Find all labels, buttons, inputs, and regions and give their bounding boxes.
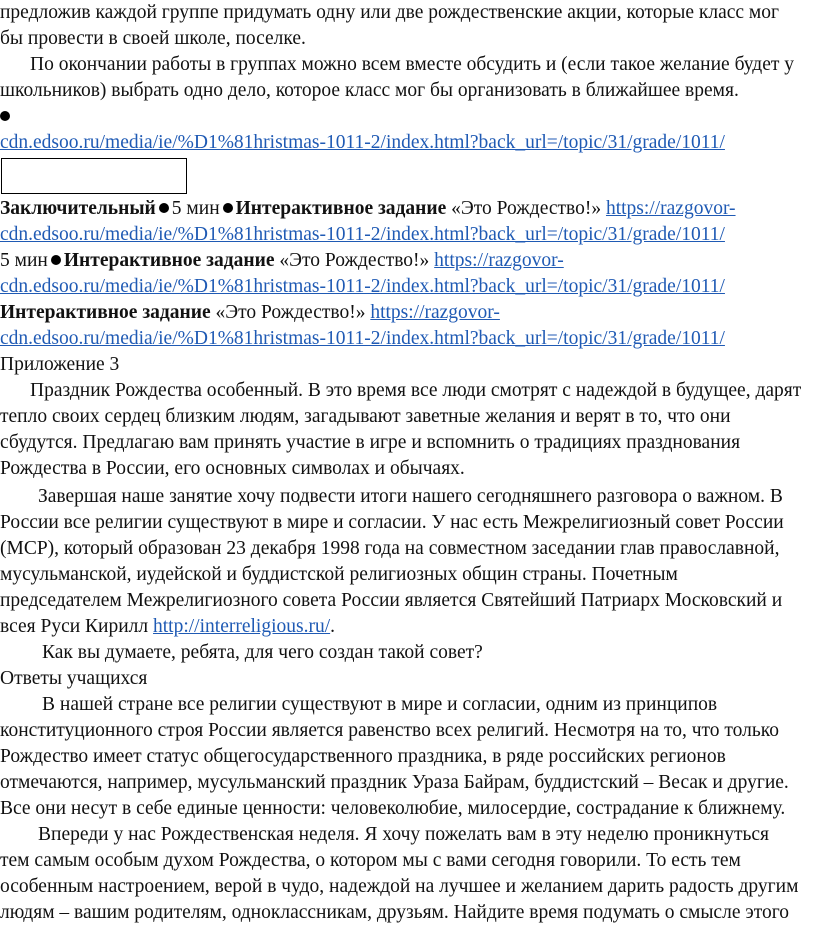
text-line: Завершая наше занятие хочу подвести итоги нашего сегодняшнего разговора о важном. В <box>38 486 783 507</box>
answers-label: Ответы учащихся <box>0 668 148 689</box>
text-line: тепло своих сердец близким людям, загадывают заветные желания и верят в то, что они <box>0 406 731 427</box>
link-line <box>0 130 725 156</box>
resource-link[interactable]: cdn.edsoo.ru/media/ie/%D1%81hristmas-1011-2/index.html?back_url=/topic/31/grade/1011/ <box>0 224 725 245</box>
task-label: Интерактивное задание <box>235 198 447 219</box>
resource-link-head[interactable]: https://razgovor- <box>434 250 564 271</box>
task-label: Интерактивное задание <box>0 302 211 323</box>
resource-link[interactable]: cdn.edsoo.ru/media/ie/%D1%81hristmas-1011-2/index.html?back_url=/topic/31/grade/1011/ <box>0 276 725 297</box>
text-line: мусульманской, иудейской и буддистской религиозных общин страны. Почетным <box>0 564 678 585</box>
text-line: школьников) выбрать одно дело, которое класс мог бы организовать в ближайшее время. <box>0 80 739 101</box>
text-span: всея Руси Кирилл <box>0 616 154 637</box>
interreligious-link[interactable]: http://interreligious.ru/ <box>153 616 331 637</box>
text-line: предложив каждой группе придумать одну или две рождественские акции, которые класс мог <box>0 2 779 23</box>
resource-link-head[interactable]: https://razgovor- <box>370 302 500 323</box>
text-line: людям – вашим родителям, одноклассникам, друзьям. Найдите время подумать о смысле этого <box>0 902 789 923</box>
task-title: «Это Рождество!» <box>451 198 602 219</box>
text-line: бы провести в своей школе, поселке. <box>0 28 306 49</box>
stage-label: Заключительный <box>0 198 156 219</box>
text-line <box>0 614 335 640</box>
bullet-icon <box>223 203 233 213</box>
text-line: отмечаются, например, мусульманский праздник Ураза Байрам, буддистский – Весак и другие. <box>0 772 789 793</box>
table-row-stage <box>0 196 736 222</box>
time-label: 5 мин <box>0 250 48 271</box>
table-row-task <box>0 300 500 326</box>
resource-link-head[interactable]: https://razgovor- <box>605 198 736 219</box>
text-line: (МСР), который образован 23 декабря 1998 года на совместном заседании глав православной, <box>0 538 780 559</box>
resource-link[interactable]: cdn.edsoo.ru/media/ie/%D1%81hristmas-1011-2/index.html?back_url=/topic/31/grade/1011/ <box>0 328 725 349</box>
text-line: Праздник Рождества особенный. В это время все люди смотрят с надеждой в будущее, дарят <box>30 380 802 401</box>
link-line <box>0 274 725 300</box>
resource-link[interactable]: cdn.edsoo.ru/media/ie/%D1%81hristmas-1011-2/index.html?back_url=/topic/31/grade/1011/ <box>0 132 725 153</box>
table-cell-box <box>1 158 187 194</box>
bullet-icon <box>51 255 61 265</box>
task-title: «Это Рождество!» <box>279 250 430 271</box>
text-line: В нашей стране все религии существуют в мире и согласии, одним из принципов <box>42 694 718 715</box>
time-label: 5 мин <box>171 198 220 219</box>
task-label: Интерактивное задание <box>63 250 275 271</box>
question-line: Как вы думаете, ребята, для чего создан такой совет? <box>42 642 483 663</box>
link-line <box>0 326 725 352</box>
text-line: Впереди у нас Рождественская неделя. Я хочу пожелать вам в эту неделю проникнуться <box>38 824 769 845</box>
text-line: сбудутся. Предлагаю вам принять участие в игре и вспомнить о традициях празднования <box>0 432 741 453</box>
text-line: тем самым особым духом Рождества, о котором мы с вами сегодня говорили. То есть тем <box>0 850 741 871</box>
task-title: «Это Рождество!» <box>215 302 366 323</box>
appendix-heading: Приложение 3 <box>0 354 120 375</box>
bullet-icon <box>0 111 10 121</box>
text-line: По окончании работы в группах можно всем вместе обсудить и (если такое желание будет у <box>30 54 794 75</box>
text-span: . <box>330 616 335 637</box>
bullet-icon <box>159 203 169 213</box>
text-line: конституционного строя России является равенство всех религий. Несмотря на то, что только <box>0 720 780 741</box>
text-line: России все религии существуют в мире и согласии. У нас есть Межрелигиозный совет России <box>0 512 784 533</box>
text-line: Все они несут в себе единые ценности: человеколюбие, милосердие, сострадание к ближнему. <box>0 798 786 819</box>
bullet-line <box>0 104 13 130</box>
link-line <box>0 222 725 248</box>
text-line: Рождество имеет статус общегосударственного праздника, в ряде российских регионов <box>0 746 726 767</box>
text-line: особенным настроением, верой в чудо, надеждой на лучшее и желанием дарить радость другим <box>0 876 799 897</box>
table-row-time <box>0 248 564 274</box>
text-line: Рождества в России, его основных символах и обычаях. <box>0 458 465 479</box>
text-line: председателем Межрелигиозного совета России является Святейший Патриарх Московский и <box>0 590 783 611</box>
